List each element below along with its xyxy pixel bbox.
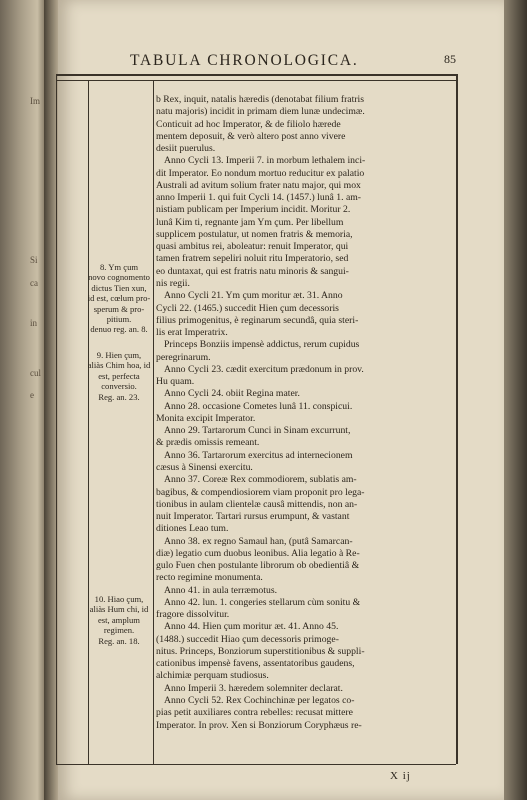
reign-entry-line: Reg. an. 18. <box>98 635 140 646</box>
page-header <box>72 52 456 72</box>
table-border-left <box>56 74 57 764</box>
text-line: quasi ambitus rei, aboleatur: renuit Imperator, qui <box>156 241 349 253</box>
text-line: cationibus impensè favens, assentatoribus gaudens, <box>156 658 355 670</box>
text-line: Anno Imperii 3. hæredem solemniter declarat. <box>164 682 343 694</box>
text-line: Anno 42. lun. 1. congeries stellarum cùm sonitu & <box>164 596 361 608</box>
reign-entry-line: conversio. <box>101 381 137 392</box>
text-line: diæ) legatio cum duobus leonibus. Alia legatio à Re- <box>156 547 360 559</box>
text-line: lis erat Imperatrix. <box>156 327 228 339</box>
text-line: Anno 29. Tartarorum Cunci in Sinam excurrunt, <box>164 425 351 437</box>
left-page-fragment: in <box>30 318 38 328</box>
text-line: Cycli 22. (1465.) succedit Hien çum decessoris <box>156 302 339 314</box>
text-line: ditiones Leao tum. <box>156 523 229 535</box>
text-line: mentem deposuit, & verò altero post anno vivere <box>156 130 346 142</box>
text-line: anno Imperii 1. qui fuit Cycli 14. (1457.) lunâ 1. am- <box>156 192 362 204</box>
reign-entry-line: aliàs Hum chi, id <box>89 604 149 615</box>
text-line: Anno Cycli 21. Ym çum moritur æt. 31. Anno <box>164 290 343 302</box>
text-line: Hu quam. <box>156 376 195 388</box>
text-line: fragore dissolvitur. <box>156 609 230 621</box>
reign-entry <box>86 594 152 646</box>
text-line: nistiam publicam per Imperium incidit. Moritur 2. <box>156 204 351 216</box>
text-line: pias petit auxiliares contra rebelles: recusat mittere <box>156 707 353 719</box>
left-page-fragment: ca <box>30 278 38 288</box>
text-line: recto regimine monumenta. <box>156 572 263 584</box>
text-line: filius primogenitus, è reginarum secundâ, quia steri- <box>156 314 359 326</box>
text-line: tionibus in aulam clientelæ causâ mittendis, non an- <box>156 498 358 510</box>
text-line: Australi ad avitum solium frater natu major, qui mox <box>156 179 361 191</box>
text-line: b Rex, inquit, natalis hæredis (denotabat filium fratris <box>156 94 364 105</box>
text-line: natu majoris) incidit in primam diem lunæ undecimæ. <box>156 106 365 118</box>
page-title: TABULA CHRONOLOGICA. <box>130 52 359 69</box>
text-line: Anno 28. occasione Cometes lunâ 11. conspicui. <box>164 400 353 412</box>
text-line: Conticuit ad hoc Imperator, & de filiolo hærede <box>156 118 341 130</box>
text-line: alchimiæ perquam studiosus. <box>156 670 269 682</box>
text-line: Monita excipit Imperator. <box>156 412 256 424</box>
reign-entry-line: pitium. <box>106 314 132 325</box>
text-line: lunâ Kim ti, regnante jam Ym çum. Per libellum <box>156 216 344 228</box>
signature-mark: X ij <box>390 770 411 782</box>
text-line: Anno Cycli 52. Rex Cochinchinæ per legatos co- <box>164 695 355 707</box>
text-line: Anno Cycli 23. cædit exercitum prædonum in prov. <box>164 363 364 375</box>
reign-entry-line: Reg. an. 23. <box>98 391 140 402</box>
reign-entry-line: novo cognomento <box>88 272 150 283</box>
text-line: bagibus, & compendiosiorem viam proponit pro lega- <box>156 486 365 498</box>
text-line: nitus. Princeps, Bonziorum superstitionibus & suppli- <box>156 645 365 657</box>
text-line: Anno 41. in aula terræmotus. <box>164 584 278 596</box>
left-page-fragment: Si <box>30 255 38 265</box>
reign-entry-line: aliàs Chim hoa, id <box>87 360 151 371</box>
reign-entry-line: 10. Hiao çum, <box>94 594 144 604</box>
text-line: nuit Imperator. Tartari rursus erumpunt, & vastant <box>156 511 350 523</box>
reign-entry-line: sperum & pro- <box>93 303 145 314</box>
page-edge-shadow <box>504 0 527 800</box>
text-line: peregrinarum. <box>156 351 211 363</box>
text-line: Princeps Bonziis impensè addictus, rerum cupidus <box>164 339 360 351</box>
text-line: desiit puerulus. <box>156 143 216 155</box>
text-line: dit Imperator. Eo nondum mortuo reducitur ex palatio <box>156 167 365 179</box>
left-page-fragment: cul <box>30 368 41 378</box>
text-line: & prædis omissis remeant. <box>156 437 260 449</box>
column-divider <box>153 80 154 764</box>
reign-entry-line: regimen. <box>103 625 135 636</box>
text-line: nis regii. <box>156 277 190 289</box>
reign-entry-line: est, amplum <box>97 614 140 625</box>
reign-entry-line: dictus Tien xun, <box>91 282 147 293</box>
text-line: supplicem postulatur, ut nomen fratris & memoria, <box>156 228 353 240</box>
table-bottom-rule <box>56 764 456 765</box>
text-line: Anno 37. Coreæ Rex commodiorem, sublatis am- <box>164 474 357 486</box>
reign-entry <box>86 262 152 335</box>
page-number: 85 <box>444 52 456 66</box>
text-line: tamen fratrem sepeliri noluit ritu Imperatorio, sed <box>156 253 349 265</box>
text-line: (1488.) succedit Hiao çum decessoris primoge- <box>156 633 339 645</box>
text-line: Anno Cycli 24. obiit Regina mater. <box>164 388 300 400</box>
left-page-fragment: Im <box>30 96 40 106</box>
reign-entry-line: denuo reg. an. 8. <box>90 324 148 335</box>
text-line: Imperator. In prov. Xen si Bonziorum Coryphæus re- <box>156 719 362 731</box>
left-page-fragment: e <box>30 390 34 400</box>
header-rule-inner <box>56 80 456 81</box>
text-line: cæsus à Sinensi exercitu. <box>156 461 253 473</box>
reign-entry-line: 9. Hien çum, <box>96 350 142 360</box>
text-line: eo duntaxat, qui est fratris natu minoris & sangui- <box>156 265 349 277</box>
chronicle-text <box>156 94 454 732</box>
text-line: Anno 38. ex regno Samaul han, (putâ Samarcan- <box>164 535 353 547</box>
text-line: Anno 36. Tartarorum exercitus ad internecionem <box>164 449 353 461</box>
reign-entry-line: est, perfecta <box>98 370 140 381</box>
table-border-right <box>456 74 458 764</box>
reign-entry-line: 8. Ym çum <box>99 262 139 272</box>
text-line: Anno 44. Hien çum moritur æt. 41. Anno 45. <box>164 621 339 633</box>
reign-entry <box>86 350 152 402</box>
reign-entry-line: id est, cœlum pro- <box>87 293 151 304</box>
text-line: gulo Fuen chen postulante librorum ob obedientiâ & <box>156 560 360 572</box>
header-rule <box>56 74 456 76</box>
text-line: Anno Cycli 13. Imperii 7. in morbum lethalem inci- <box>164 155 366 167</box>
left-page-edge <box>0 0 44 800</box>
column-divider <box>88 80 89 764</box>
